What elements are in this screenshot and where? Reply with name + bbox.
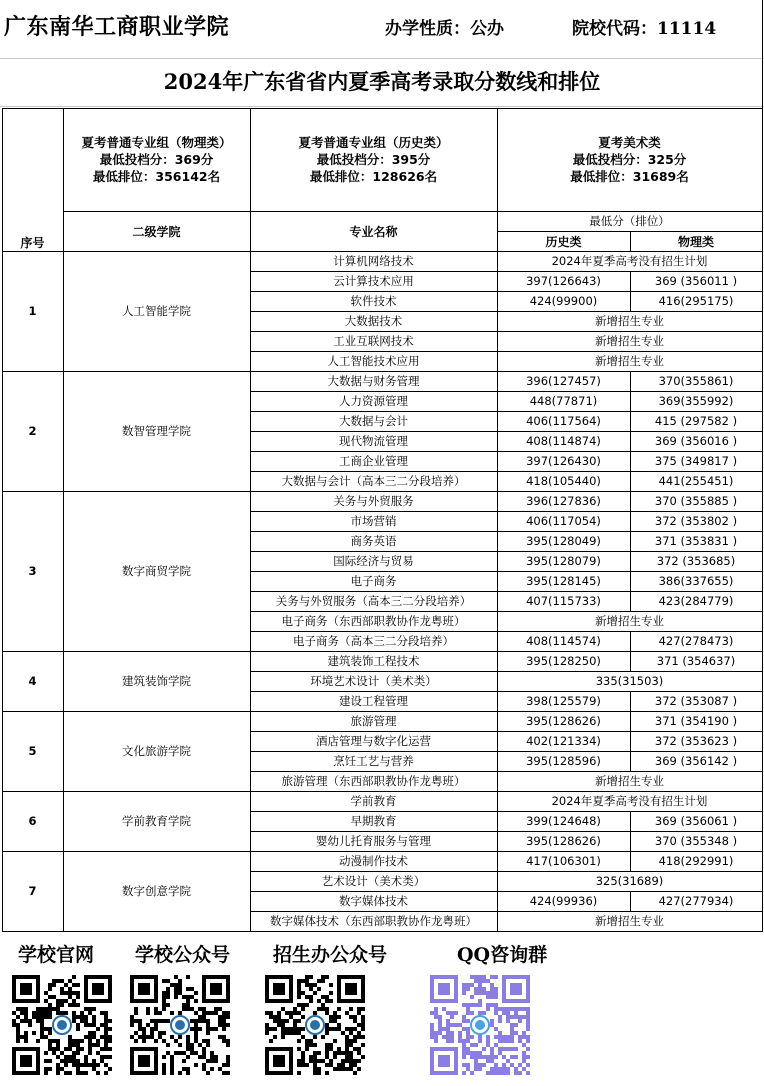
score-physics: 369(355992) — [658, 394, 734, 408]
score-history: 396(127836) — [526, 494, 601, 508]
qr-code-qq-icon — [430, 975, 530, 1075]
grid-line — [630, 271, 631, 292]
score-history: 408(114874) — [526, 434, 601, 448]
major-name: 数字媒体技术 — [339, 894, 408, 908]
score-physics: 370 (355885 ) — [654, 494, 738, 508]
major-name: 人力资源管理 — [339, 394, 408, 408]
score-history: 407(115733) — [526, 594, 601, 608]
page-title: 2024年广东省省内夏季高考录取分数线和排位 — [163, 69, 601, 94]
grid-line — [630, 651, 631, 672]
score-physics: 369 (356061 ) — [654, 814, 738, 828]
grid-line — [762, 0, 763, 109]
major-name: 艺术设计（美术类） — [321, 874, 426, 888]
grid-line — [630, 631, 631, 652]
score-history: 398(125579) — [526, 694, 601, 708]
grid-line — [63, 108, 64, 932]
major-name: 建设工程管理 — [339, 694, 408, 708]
school-code: 院校代码：11114 — [572, 19, 717, 39]
score-physics: 371 (354637) — [656, 654, 736, 668]
major-name: 大数据与财务管理 — [327, 374, 420, 388]
group-index: 2 — [28, 424, 37, 438]
grid-line — [630, 431, 631, 452]
college-name: 学前教育学院 — [122, 814, 191, 828]
major-name: 环境艺术设计（美术类） — [310, 674, 437, 688]
score-physics: 371 (353831 ) — [654, 534, 738, 548]
major-name: 动漫制作技术 — [339, 854, 408, 868]
grid-line — [630, 451, 631, 472]
column-header-history: 历史类 — [545, 234, 582, 249]
score-physics: 372 (353623 ) — [654, 734, 738, 748]
major-name: 电子商务（高本三二分段培养） — [293, 634, 454, 648]
score-physics: 369 (356142 ) — [654, 754, 738, 768]
major-name: 大数据与会计（高本三二分段培养） — [281, 474, 466, 488]
score-physics: 372 (353802 ) — [654, 514, 738, 528]
major-name: 早期教育 — [350, 814, 397, 828]
qr-code-website-icon — [12, 975, 112, 1075]
group-index: 3 — [28, 564, 37, 578]
score-merged: 新增招生专业 — [595, 334, 664, 348]
score-history: 395(128626) — [526, 834, 601, 848]
grid-line — [250, 108, 251, 932]
grid-line — [630, 691, 631, 712]
group-index: 7 — [28, 884, 37, 898]
grid-line — [2, 491, 763, 492]
score-physics: 386(337655) — [658, 574, 734, 588]
college-name: 文化旅游学院 — [122, 744, 191, 758]
score-history: 402(121334) — [526, 734, 601, 748]
major-name: 大数据与会计 — [339, 414, 408, 428]
grid-line — [497, 108, 498, 932]
column-header-min-score: 最低分（排位） — [589, 214, 670, 228]
qr-code-admissions-icon — [265, 975, 365, 1075]
grid-line — [630, 811, 631, 832]
summary-physics-score: 最低投档分：369分 — [99, 152, 214, 167]
column-header-index: 序号 — [20, 235, 45, 250]
grid-line — [2, 851, 763, 852]
summary-history-rank: 最低排位：128626名 — [309, 169, 438, 184]
score-physics: 371 (354190 ) — [654, 714, 738, 728]
score-merged: 2024年夏季高考没有招生计划 — [551, 254, 708, 268]
score-physics: 416(295175) — [658, 294, 734, 308]
column-header-major: 专业名称 — [349, 224, 398, 239]
grid-line — [2, 791, 763, 792]
grid-line — [0, 106, 764, 107]
score-physics: 370(355861) — [658, 374, 734, 388]
summary-art-score: 最低投档分：325分 — [572, 152, 687, 167]
summary-history-score: 最低投档分：395分 — [316, 152, 431, 167]
score-merged: 新增招生专业 — [595, 314, 664, 328]
grid-line — [630, 851, 631, 872]
major-name: 学前教育 — [350, 794, 397, 808]
summary-art-rank: 最低排位：31689名 — [570, 169, 689, 184]
score-physics: 372 (353685) — [656, 554, 736, 568]
score-merged: 325(31689) — [595, 874, 664, 888]
score-physics: 423(284779) — [658, 594, 734, 608]
score-physics: 418(292991) — [658, 854, 734, 868]
score-merged: 2024年夏季高考没有招生计划 — [551, 794, 708, 808]
major-name: 计算机网络技术 — [333, 254, 414, 268]
summary-physics-rank: 最低排位：356142名 — [92, 169, 221, 184]
major-name: 市场营销 — [350, 514, 397, 528]
group-index: 5 — [28, 744, 37, 758]
footer-label-admissions: 招生办公众号 — [273, 944, 388, 966]
summary-art-group: 夏考美术类 — [598, 135, 661, 150]
score-merged: 新增招生专业 — [595, 614, 664, 628]
grid-line — [630, 511, 631, 532]
major-name: 婴幼儿托育服务与管理 — [316, 834, 431, 848]
major-name: 关务与外贸服务（高本三二分段培养） — [275, 594, 472, 608]
grid-line — [630, 291, 631, 312]
major-name: 烹饪工艺与营养 — [333, 754, 414, 768]
summary-history-group: 夏考普通专业组（历史类） — [298, 135, 449, 150]
score-physics: 369 (356011 ) — [654, 274, 738, 288]
score-history: 424(99900) — [529, 294, 598, 308]
grid-line — [2, 371, 763, 372]
grid-line — [630, 571, 631, 592]
school-nature: 办学性质：公办 — [385, 19, 504, 39]
major-name: 国际经济与贸易 — [333, 554, 414, 568]
score-physics: 369 (356016 ) — [654, 434, 738, 448]
score-physics: 427(277934) — [658, 894, 734, 908]
score-history: 399(124648) — [526, 814, 601, 828]
grid-line — [630, 391, 631, 412]
score-history: 397(126430) — [526, 454, 601, 468]
score-physics: 441(255451) — [658, 474, 734, 488]
grid-line — [630, 731, 631, 752]
major-name: 工商企业管理 — [339, 454, 408, 468]
grid-line — [63, 211, 763, 212]
grid-line — [2, 108, 3, 932]
score-physics: 415 (297582 ) — [654, 414, 738, 428]
summary-physics-group: 夏考普通专业组（物理类） — [81, 135, 232, 150]
grid-line — [630, 231, 631, 252]
score-history: 418(105440) — [526, 474, 601, 488]
major-name: 建筑装饰工程技术 — [327, 654, 420, 668]
score-physics: 372 (353087 ) — [654, 694, 738, 708]
footer-label-wechat: 学校公众号 — [135, 944, 231, 966]
grid-line — [630, 831, 631, 852]
grid-line — [630, 891, 631, 912]
grid-line — [630, 531, 631, 552]
score-history: 424(99936) — [529, 894, 598, 908]
score-physics: 370 (355348 ) — [654, 834, 738, 848]
group-index: 1 — [28, 304, 37, 318]
grid-line — [630, 711, 631, 732]
school-name: 广东南华工商职业学院 — [4, 14, 230, 40]
score-history: 395(128079) — [526, 554, 601, 568]
score-history: 395(128250) — [526, 654, 601, 668]
grid-line — [630, 411, 631, 432]
college-name: 数智管理学院 — [122, 424, 191, 438]
major-name: 云计算技术应用 — [333, 274, 414, 288]
major-name: 软件技术 — [350, 294, 397, 308]
score-history: 396(127457) — [526, 374, 601, 388]
major-name: 商务英语 — [350, 534, 397, 548]
score-history: 406(117054) — [526, 514, 601, 528]
grid-line — [630, 751, 631, 772]
college-name: 人工智能学院 — [122, 304, 191, 318]
major-name: 数字媒体技术（东西部职教协作龙粤班） — [270, 914, 477, 928]
major-name: 关务与外贸服务 — [333, 494, 414, 508]
summary-history — [250, 134, 497, 185]
score-history: 406(117564) — [526, 414, 601, 428]
college-name: 建筑装饰学院 — [122, 674, 191, 688]
score-physics: 427(278473) — [658, 634, 734, 648]
grid-line — [2, 711, 763, 712]
grid-line — [630, 591, 631, 612]
grid-line — [2, 931, 763, 932]
major-name: 现代物流管理 — [339, 434, 408, 448]
score-merged: 335(31503) — [595, 674, 664, 688]
column-header-college: 二级学院 — [132, 224, 181, 239]
major-name: 工业互联网技术 — [333, 334, 414, 348]
grid-line — [630, 471, 631, 492]
score-history: 448(77871) — [529, 394, 598, 408]
grid-line — [2, 651, 763, 652]
footer-label-qq: QQ咨询群 — [457, 944, 548, 966]
major-name: 电子商务（东西部职教协作龙粤班） — [281, 614, 466, 628]
score-history: 395(128626) — [526, 714, 601, 728]
major-name: 旅游管理（东西部职教协作龙粤班） — [281, 774, 466, 788]
grid-line — [630, 371, 631, 392]
college-name: 数字创意学院 — [122, 884, 191, 898]
major-name: 人工智能技术应用 — [327, 354, 420, 368]
qr-code-wechat-icon — [130, 975, 230, 1075]
group-index: 4 — [28, 674, 37, 688]
score-history: 395(128049) — [526, 534, 601, 548]
grid-line — [762, 108, 763, 932]
summary-physics — [63, 134, 250, 185]
score-history: 395(128596) — [526, 754, 601, 768]
summary-art — [497, 134, 762, 185]
major-name: 电子商务 — [350, 574, 397, 588]
column-header-physics: 物理类 — [677, 234, 714, 249]
grid-line — [630, 551, 631, 572]
grid-line — [2, 108, 763, 109]
major-name: 大数据技术 — [344, 314, 403, 328]
score-physics: 375 (349817 ) — [654, 454, 738, 468]
major-name: 旅游管理 — [350, 714, 397, 728]
score-merged: 新增招生专业 — [595, 354, 664, 368]
score-history: 397(126643) — [526, 274, 601, 288]
college-name: 数字商贸学院 — [122, 564, 191, 578]
group-index: 6 — [28, 814, 37, 828]
score-history: 417(106301) — [526, 854, 601, 868]
grid-line — [630, 491, 631, 512]
score-history: 408(114574) — [526, 634, 601, 648]
score-merged: 新增招生专业 — [595, 914, 664, 928]
grid-line — [0, 58, 764, 59]
footer-label-website: 学校官网 — [18, 944, 95, 966]
score-history: 395(128145) — [526, 574, 601, 588]
major-name: 酒店管理与数字化运营 — [316, 734, 431, 748]
score-merged: 新增招生专业 — [595, 774, 664, 788]
grid-line — [2, 251, 763, 252]
